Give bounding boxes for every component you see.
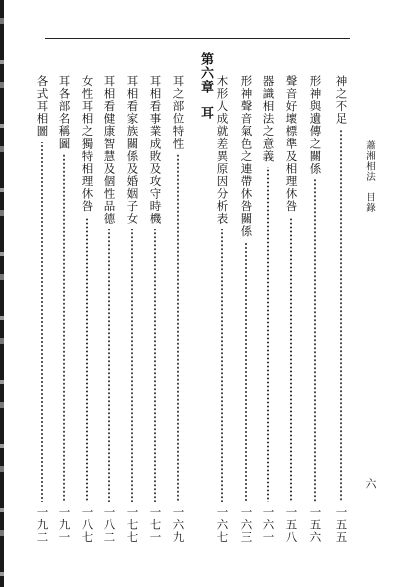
toc-entry[interactable] <box>285 75 297 543</box>
toc-entry-page: 一五六 <box>308 505 323 543</box>
toc-entry-title: 形神聲音氣色之連帶休咎關係 <box>239 75 254 238</box>
page-number: 六 <box>364 478 377 489</box>
leader-dots <box>62 154 66 502</box>
toc-entry[interactable] <box>126 75 138 543</box>
leader-dots <box>220 229 224 502</box>
running-header <box>362 140 376 213</box>
section-title: 目錄 <box>364 192 375 213</box>
scan-edge <box>0 0 4 587</box>
toc-entry-page: 一五八 <box>284 505 299 543</box>
toc-entry-title: 耳相看家族關係及婚姻子女 <box>125 75 140 225</box>
toc-entry-page: 一八二 <box>102 505 117 543</box>
toc-entry-page: 一六一 <box>261 505 276 543</box>
toc-entry[interactable] <box>36 75 48 543</box>
toc-entry-title: 女性耳相之獨特相理休咎 <box>80 75 95 213</box>
leader-dots <box>313 179 317 502</box>
leader-dots <box>40 142 44 502</box>
toc-entry-page: 一六三 <box>239 505 254 543</box>
toc-entry-page: 一六七 <box>215 505 230 543</box>
leader-dots <box>130 229 134 502</box>
toc-entry-page: 一五五 <box>334 505 349 543</box>
chapter-title: 耳 <box>198 106 213 120</box>
toc-entry-page: 一八七 <box>80 505 95 543</box>
toc-entry-title: 神之不足 <box>334 75 349 125</box>
book-title: 蕭湘相法 <box>364 140 375 182</box>
toc-entry[interactable] <box>309 75 321 543</box>
toc-entry-title: 木形人成就差異原因分析表 <box>215 75 230 225</box>
chapter-number: 第六章 <box>198 52 213 94</box>
toc-entry-title: 聲音好壞標準及相理休咎 <box>284 75 299 213</box>
header-rule <box>45 38 350 39</box>
leader-dots <box>153 229 157 502</box>
toc-entry[interactable] <box>81 75 93 543</box>
toc-entry-page: 一七七 <box>125 505 140 543</box>
toc-entry[interactable] <box>103 75 115 543</box>
toc-entry-title: 形神與遺傳之關係 <box>308 75 323 175</box>
toc-entry[interactable] <box>172 75 184 543</box>
toc-entry[interactable] <box>216 75 228 543</box>
toc-entry[interactable] <box>149 75 161 543</box>
toc-entry-page: 一七一 <box>148 505 163 543</box>
toc-entry[interactable] <box>58 75 70 543</box>
leader-dots <box>339 129 343 502</box>
toc-entry-title: 耳相看健康智慧及個性品德 <box>102 75 117 225</box>
toc-entry-page: 一六九 <box>171 505 186 543</box>
chapter-heading <box>196 52 215 120</box>
toc-entry[interactable] <box>335 75 347 543</box>
toc-entry-title: 耳各部名稱圖 <box>57 75 72 150</box>
leader-dots <box>266 167 270 502</box>
leader-dots <box>107 229 111 502</box>
toc-entry[interactable] <box>240 75 252 543</box>
leader-dots <box>85 217 89 502</box>
leader-dots <box>176 154 180 502</box>
toc-entry-page: 一九一 <box>57 505 72 543</box>
leader-dots <box>289 217 293 502</box>
toc-entry-title: 各式耳相圖 <box>35 75 50 138</box>
toc-entry-title: 耳之部位特性 <box>171 75 186 150</box>
toc-entry-title: 耳相看事業成敗及攻守時機 <box>148 75 163 225</box>
leader-dots <box>244 242 248 502</box>
toc-entry-page: 一九二 <box>35 505 50 543</box>
toc-entry-title: 器識相法之意義 <box>261 75 276 163</box>
toc-entry[interactable] <box>262 75 274 543</box>
